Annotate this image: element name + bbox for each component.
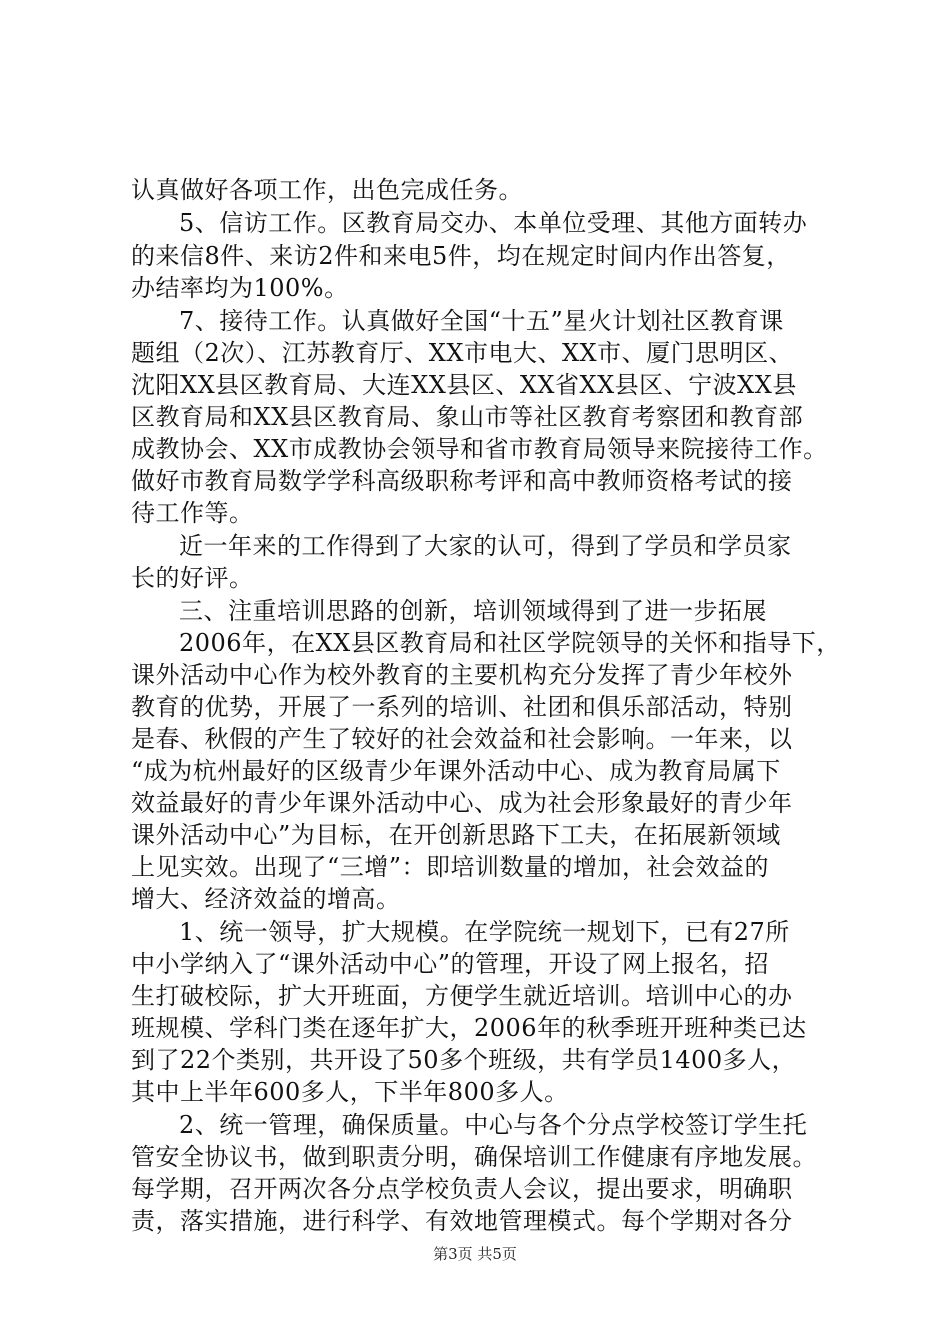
paragraph-line: 教育的优势，开展了一系列的培训、社团和俱乐部活动，特别 [131, 693, 793, 721]
paragraph-line: 增大、经济效益的增高。 [131, 885, 401, 913]
paragraph-line: 认真做好各项工作，出色完成任务。 [131, 176, 523, 204]
paragraph-line: 是春、秋假的产生了较好的社会效益和社会影响。一年来，以 [131, 725, 793, 753]
paragraph-line: 2、统一管理，确保质量。中心与各个分点学校签订学生托 [179, 1111, 808, 1139]
paragraph-line: 近一年来的工作得到了大家的认可，得到了学员和学员家 [179, 532, 792, 560]
paragraph-line: 2006年，在XX县区教育局和社区学院领导的关怀和指导下， [179, 629, 841, 657]
paragraph-line: 中小学纳入了“课外活动中心”的管理，开设了网上报名，招 [131, 950, 770, 978]
paragraph-line: 每学期，召开两次各分点学校负责人会议，提出要求，明确职 [131, 1175, 793, 1203]
paragraph-line: 区教育局和XX县区教育局、象山市等社区教育考察团和教育部 [131, 403, 804, 431]
paragraph-line: 长的好评。 [131, 564, 254, 592]
paragraph-line: 7、接待工作。认真做好全国“十五”星火计划社区教育课 [179, 307, 784, 335]
page-footer: 第3页 共5页 [433, 1245, 517, 1263]
paragraph-line: 课外活动中心”为目标，在开创新思路下工夫，在拓展新领域 [131, 821, 781, 849]
paragraph-line: 沈阳XX县区教育局、大连XX县区、XX省XX县区、宁波XX县 [131, 371, 797, 399]
section-heading: 三、注重培训思路的创新，培训领域得到了进一步拓展 [179, 597, 767, 625]
paragraph-line: 的来信8件、来访2件和来电5件，均在规定时间内作出答复， [131, 242, 791, 270]
paragraph-line: 成教协会、XX市成教协会领导和省市教育局领导来院接待工作。 [131, 435, 828, 463]
paragraph-line: 到了22个类别，共开设了50多个班级，共有学员1400多人， [131, 1046, 797, 1074]
paragraph-line: 班规模、学科门类在逐年扩大，2006年的秋季班开班种类已达 [131, 1014, 807, 1042]
paragraph-line: 办结率均为100%。 [131, 274, 349, 302]
paragraph-line: 1、统一领导，扩大规模。在学院统一规划下，已有27所 [179, 918, 790, 946]
paragraph-line: 其中上半年600多人，下半年800多人。 [131, 1078, 569, 1106]
paragraph-line: 责，落实措施，进行科学、有效地管理模式。每个学期对各分 [131, 1207, 793, 1235]
paragraph-line: 生打破校际，扩大开班面，方便学生就近培训。培训中心的办 [131, 982, 793, 1010]
paragraph-line: 效益最好的青少年课外活动中心、成为社会形象最好的青少年 [131, 789, 793, 817]
paragraph-line: 管安全协议书，做到职责分明，确保培训工作健康有序地发展。 [131, 1143, 817, 1171]
paragraph-line: 5、信访工作。区教育局交办、本单位受理、其他方面转办 [179, 209, 808, 237]
paragraph-line: 课外活动中心作为校外教育的主要机构充分发挥了青少年校外 [131, 661, 793, 689]
paragraph-line: 待工作等。 [131, 499, 254, 527]
paragraph-line: 做好市教育局数学学科高级职称考评和高中教师资格考试的接 [131, 467, 793, 495]
paragraph-line: 上见实效。出现了“三增”：即培训数量的增加，社会效益的 [131, 853, 770, 881]
paragraph-line: 题组（2次）、江苏教育厅、XX市电大、XX市、厦门思明区、 [131, 339, 794, 367]
paragraph-line: “成为杭州最好的区级青少年课外活动中心、成为教育局属下 [131, 757, 781, 785]
